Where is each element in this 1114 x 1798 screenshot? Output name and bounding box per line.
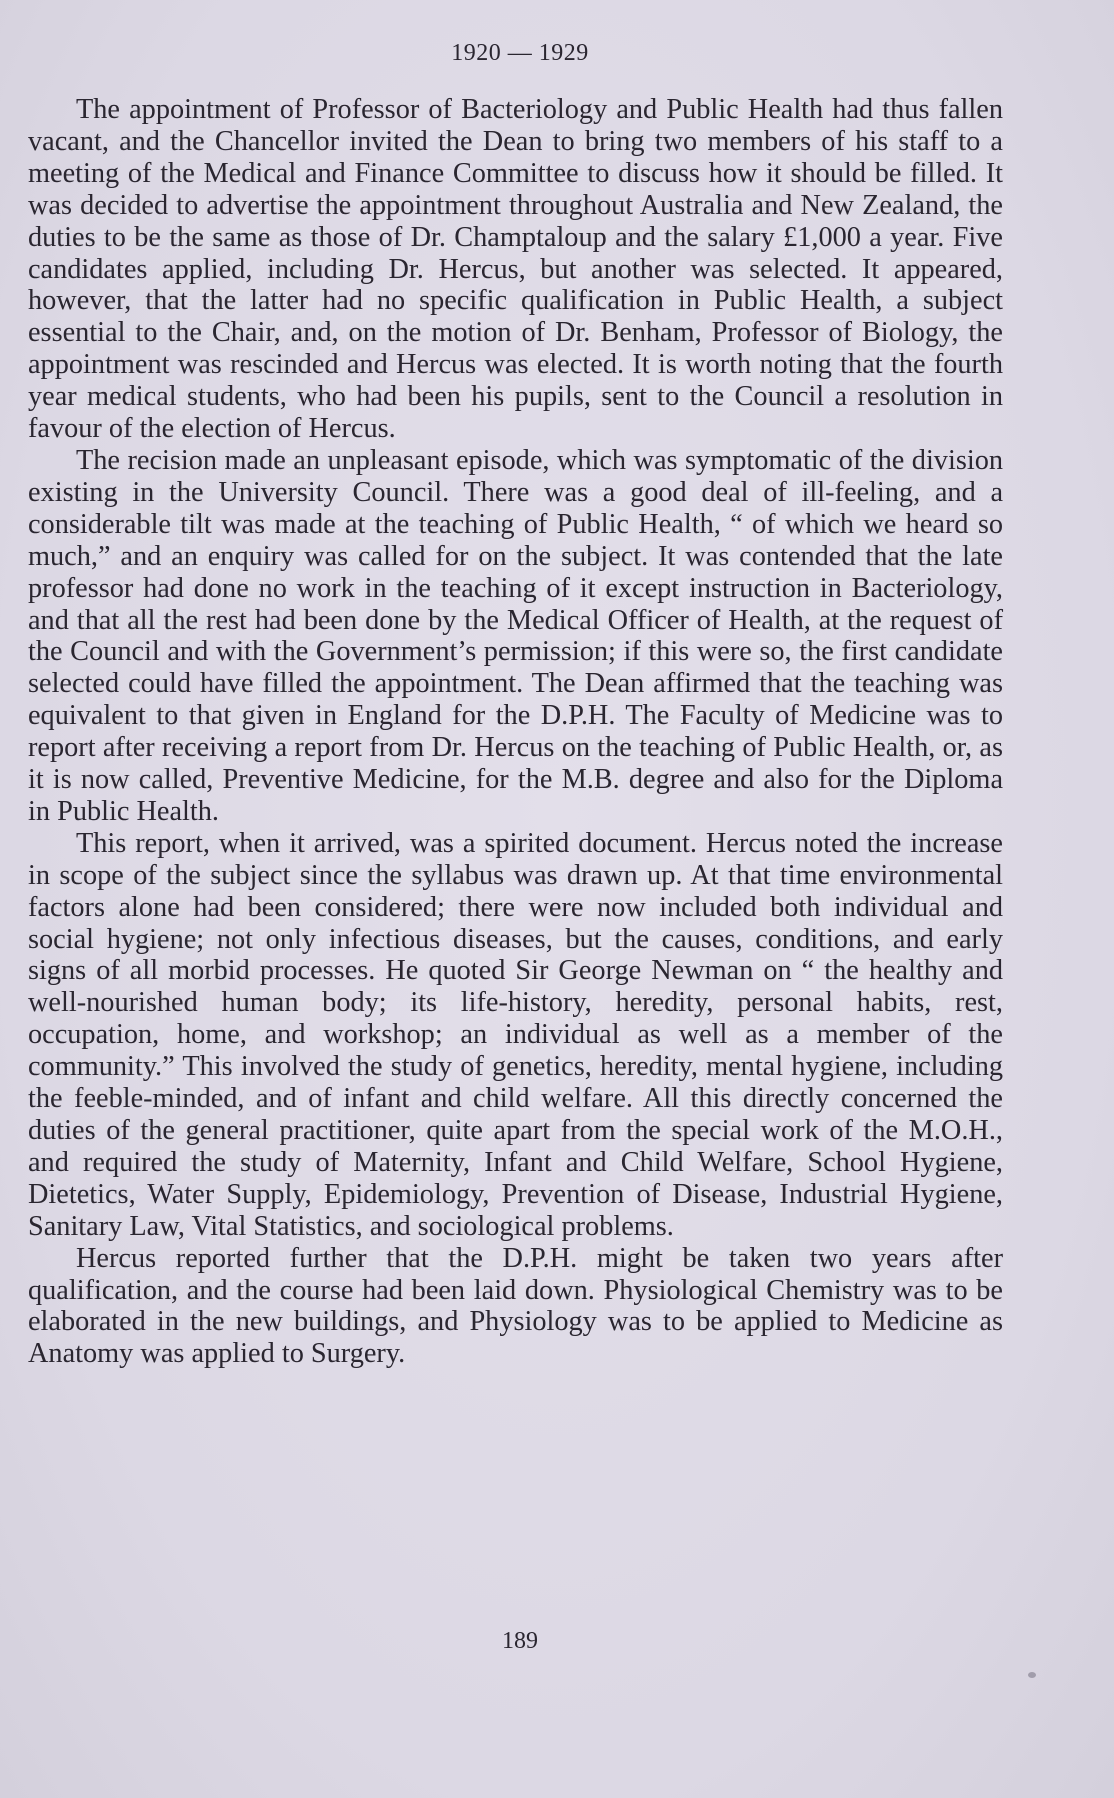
paper-speck bbox=[1028, 1672, 1036, 1678]
page-number: 189 bbox=[502, 1628, 538, 1654]
paragraph-appointment: The appointment of Professor of Bacteriology and Public Health had thus fallen vacant, and the Chancellor invited the Dean to bring two members of his staff to a meeting of the Medical and Finance Committee to discuss how it should be filled. It was decided to advertise the appointment throughout Australia and New Zealand, the duties to be the same as those of Dr. Champtaloup and the salary £1,000 a year. Five candidates applied, including Dr. Hercus, but another was selected. It appeared, however, that the latter had no specific qualification in Public Health, a subject essential to the Chair, and, on the motion of Dr. Benham, Professor of Biology, the appointment was rescinded and Hercus was elected. It is worth noting that the fourth year medical students, who had been his pupils, sent to the Council a resolution in favour of the election of Hercus. bbox=[28, 94, 1003, 445]
paragraph-recision: The recision made an unpleasant episode, which was symptomatic of the division existing in the University Council. There was a good deal of ill-feeling, and a considerable tilt was made at the teaching of Public Health, “ of which we heard so much,” and an enquiry was called for on the subject. It was contended that the late professor had done no work in the teaching of it except instruction in Bacteriology, and that all the rest had been done by the Medical Officer of Health, at the request of the Council and with the Government’s permission; if this were so, the first candidate selected could have filled the appointment. The Dean affirmed that the teaching was equivalent to that given in England for the D.P.H. The Faculty of Medicine was to report after receiving a report from Dr. Hercus on the teaching of Public Health, or, as it is now called, Preventive Medicine, for the M.B. degree and also for the Diploma in Public Health. bbox=[28, 444, 1003, 827]
paragraph-report: This report, when it arrived, was a spirited document. Hercus noted the increase in scope of the subject since the syllabus was drawn up. At that time environmental factors alone had been considered; there were now included both individual and social hygiene; not only infectious diseases, but the causes, conditions, and early signs of all morbid processes. He quoted Sir George Newman on “ the healthy and well-nourished human body; its life-history, heredity, personal habits, rest, occupation, home, and workshop; an individual as well as a member of the community.” This involved the study of genetics, heredity, mental hygiene, including the feeble-minded, and of infant and child welfare. All this directly concerned the duties of the general practitioner, quite apart from the special work of the M.O.H., and required the study of Maternity, Infant and Child Welfare, School Hygiene, Dietetics, Water Supply, Epidemiology, Prevention of Disease, Industrial Hygiene, Sanitary Law, Vital Statistics, and sociological problems. bbox=[28, 827, 1003, 1242]
running-head: 1920 — 1929 bbox=[451, 40, 589, 66]
paragraph-dph: Hercus reported further that the D.P.H. might be taken two years after qualification, and the course had been laid down. Physiological Chemistry was to be elaborated in the new buildings, and Physiology was to be applied to Medicine as Anatomy was applied to Surgery. bbox=[28, 1242, 1003, 1370]
body-text bbox=[28, 94, 1003, 1370]
